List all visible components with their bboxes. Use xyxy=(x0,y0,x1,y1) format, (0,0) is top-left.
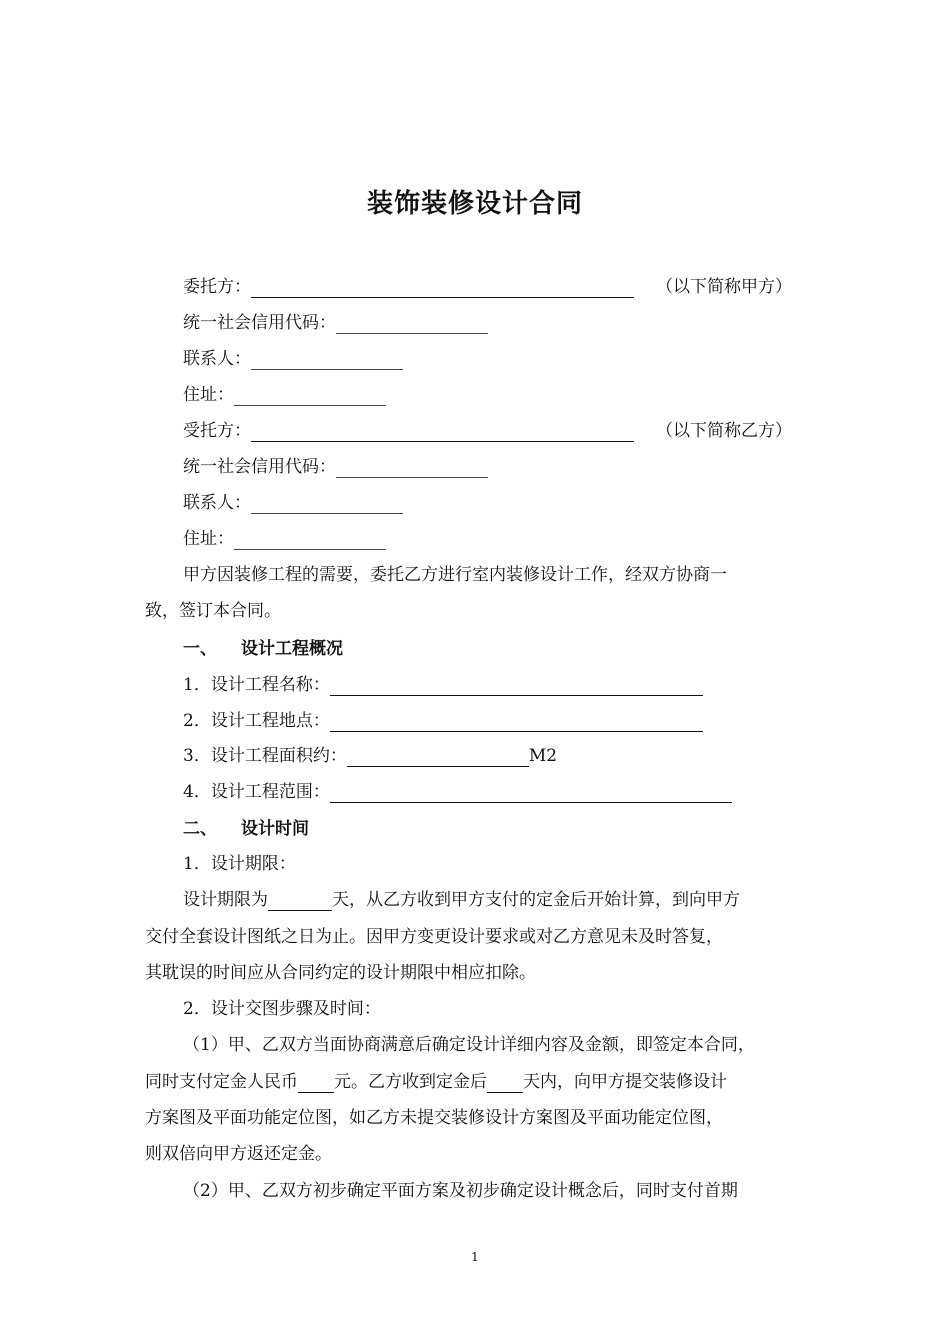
party-b-contact-label: 联系人： xyxy=(183,493,251,513)
design-period-text-b: 天，从乙方收到甲方支付的定金后开始计算，到向甲方 xyxy=(332,890,740,910)
party-b-contact-blank[interactable] xyxy=(251,496,403,514)
step-1-line-4: 则双倍向甲方返还定金。 xyxy=(145,1144,332,1164)
project-area-line xyxy=(183,745,557,767)
project-name-line xyxy=(183,674,703,696)
design-period-line-1 xyxy=(183,889,740,911)
party-a-address-label: 住址： xyxy=(183,385,234,405)
party-a-credit-code-line xyxy=(183,312,488,334)
party-a-address-line xyxy=(183,384,386,406)
document-title: 装饰装修设计合同 xyxy=(366,189,583,219)
party-b-address-line xyxy=(183,528,386,550)
project-scope-label: 4．设计工程范围： xyxy=(183,782,330,802)
page-number: 1 xyxy=(471,1250,479,1264)
project-area-blank[interactable] xyxy=(347,749,529,767)
project-location-blank[interactable] xyxy=(330,714,703,732)
party-a-name-blank[interactable] xyxy=(251,280,634,298)
party-b-credit-code-line xyxy=(183,456,488,478)
intro-line-1: 甲方因装修工程的需要，委托乙方进行室内装修设计工作，经双方协商一 xyxy=(183,565,727,585)
step-1-line-1: （1）甲、乙双方当面协商满意后确定设计详细内容及金额，即签定本合同， xyxy=(183,1035,755,1055)
party-a-address-blank[interactable] xyxy=(234,388,386,406)
section-2-title: 设计时间 xyxy=(241,819,309,839)
step-2-line-1: （2）甲、乙双方初步确定平面方案及初步确定设计概念后，同时支付首期 xyxy=(183,1181,738,1201)
party-a-label: 委托方： xyxy=(183,277,251,297)
design-days-blank[interactable] xyxy=(268,893,332,911)
party-b-address-label: 住址： xyxy=(183,529,234,549)
party-a-contact-blank[interactable] xyxy=(251,352,403,370)
deposit-days-blank[interactable] xyxy=(487,1075,523,1093)
step-1-text-a: 同时支付定金人民币 xyxy=(145,1072,298,1092)
party-b-credit-code-label: 统一社会信用代码： xyxy=(183,457,336,477)
design-period-line-2: 交付全套设计图纸之日为止。因甲方变更设计要求或对乙方意见未及时答复， xyxy=(145,927,723,947)
project-name-blank[interactable] xyxy=(330,678,703,696)
step-1-text-c: 天内，向甲方提交装修设计 xyxy=(523,1072,727,1092)
project-location-label: 2．设计工程地点： xyxy=(183,711,330,731)
party-b-address-blank[interactable] xyxy=(234,532,386,550)
project-scope-line xyxy=(183,781,732,803)
party-b-label: 受托方： xyxy=(183,421,251,441)
section-1-title: 设计工程概况 xyxy=(241,639,343,659)
project-area-label: 3．设计工程面积约： xyxy=(183,746,347,766)
section-1-number: 一、 xyxy=(183,639,217,659)
party-b-contact-line xyxy=(183,492,403,514)
party-a-contact-line xyxy=(183,348,403,370)
project-scope-blank[interactable] xyxy=(330,785,732,803)
party-a-credit-code-blank[interactable] xyxy=(336,316,488,334)
section-2-number: 二、 xyxy=(183,819,217,839)
project-name-label: 1．设计工程名称： xyxy=(183,675,330,695)
intro-line-2: 致，签订本合同。 xyxy=(145,601,281,621)
section-2-heading xyxy=(183,818,309,840)
design-period-line-3: 其耽误的时间应从合同约定的设计期限中相应扣除。 xyxy=(145,963,536,983)
deposit-amount-blank[interactable] xyxy=(298,1075,334,1093)
step-1-line-3: 方案图及平面功能定位图，如乙方未提交装修设计方案图及平面功能定位图， xyxy=(145,1108,723,1128)
step-1-line-2 xyxy=(145,1071,727,1093)
project-area-unit: M2 xyxy=(528,746,558,766)
party-a-contact-label: 联系人： xyxy=(183,349,251,369)
party-b-name-blank[interactable] xyxy=(251,424,634,442)
party-b-credit-code-blank[interactable] xyxy=(336,460,488,478)
project-location-line xyxy=(183,710,703,732)
section-1-heading xyxy=(183,638,343,660)
delivery-steps-subheading: 2．设计交图步骤及时间： xyxy=(183,999,381,1019)
design-period-subheading: 1．设计期限： xyxy=(183,854,296,874)
step-1-text-b: 元。乙方收到定金后 xyxy=(334,1072,487,1092)
party-b-note: （以下简称乙方） xyxy=(656,421,792,441)
design-period-text-a: 设计期限为 xyxy=(183,890,268,910)
party-a-note: （以下简称甲方） xyxy=(656,277,792,297)
party-a-credit-code-label: 统一社会信用代码： xyxy=(183,313,336,333)
party-b-line xyxy=(183,420,634,442)
party-a-line xyxy=(183,276,634,298)
